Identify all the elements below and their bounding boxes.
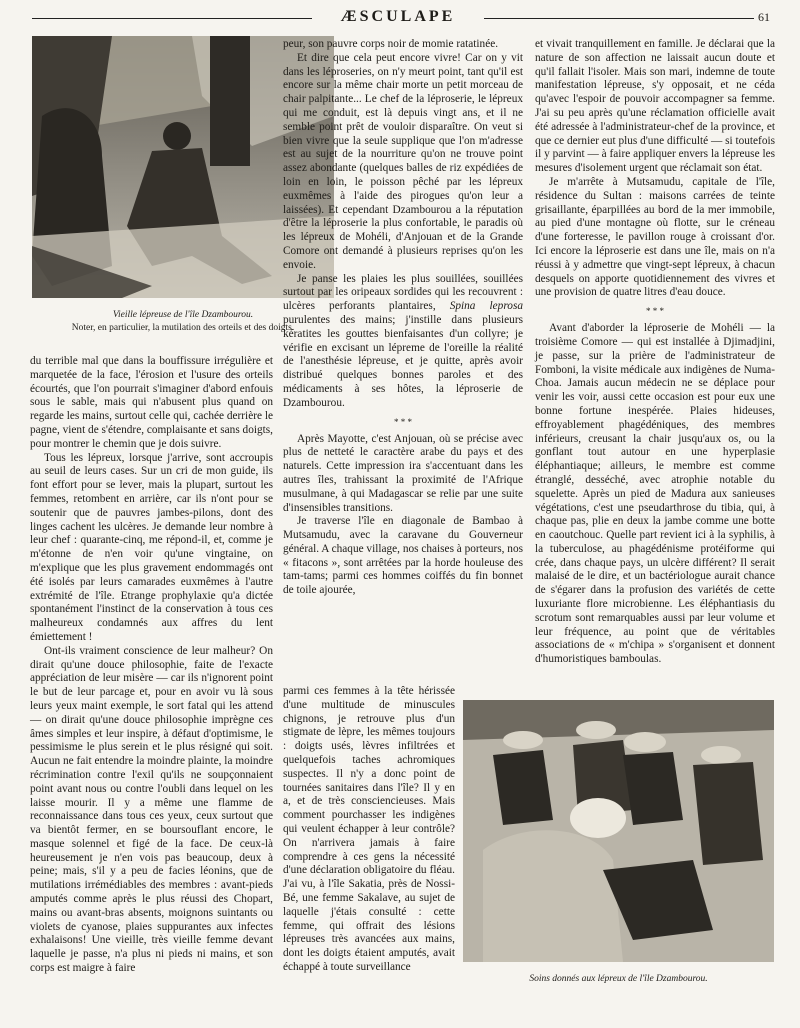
header-rule-left: [32, 18, 312, 19]
page-number: 61: [758, 10, 770, 24]
text-column-2-lower: [283, 685, 455, 975]
paragraph: Je panse les plaies les plus souillées, souillées surtout par les oripeaux sordides qui les recouvrent : ulcères perforants plantaires, Spina leprosa purulentes des mains; j'instille dans plusieurs kératites les gouttes bienfaisantes d'un collyre; je vérifie en excisant un lépreme de l'oreille la réalité de l'anesthésie lépreuse, et je quitte, après avoir distribué quelques bonnes paroles et des médicaments à ses hôtes, la léproserie de Dzambourou.: [283, 272, 523, 409]
paragraph: Avant d'aborder la léproserie de Mohéli — la troisième Comore — qui est installée à Djimadjini, je passe, sur la prière de l'administrateur de Fomboni, la visite médicale aux indigènes de Numa-Choa. Jamais aucun médecin ne se déplace pour venir les voir, aussi cette occasion est pour eux une bonne fortune inespérée. Plaies hideuses, effroyablement phagédéniques, des membres inférieurs, creusant la chair jusqu'aux os, ou la gonflant tout autour en une hyperplasie éléphantiaque; ailleurs, le membre est comme étranglé, desséché, avec atrophie notable du squelette. Après un pied de Madura aux sanieuses végétations, c'est une pseudarthrose du tibia, qui, à chaque pas, plie en deux la jambe comme une botte en caoutchouc. Quelle part revient ici à la syphilis, à la tuberculose, au phagédénisme protéiforme qui crée, dans chaque pays, un ulcère différent? Il serait malaisé de le dire, et un bactériologue aurait chance de s'égarer dans la profusion des variétés de cette luxuriante flore microbienne. Les éléphantiasis du scrotum sont remarquables aussi par leur volume et leur fréquence, au point que de véritables associations de « m'chipa » s'organisent et donnent d'humoristiques bamboulas.: [535, 322, 775, 666]
paragraph: peur, son pauvre corps noir de momie ratatinée.: [283, 38, 499, 50]
running-header: [0, 8, 800, 30]
text-column-1: [30, 355, 273, 976]
paragraph: du terrible mal que dans la bouffissure irrégulière et marquetée de la face, l'érosion et l'usure des orteils écourtés, que l'on pourrait s'imaginer d'abord enfouis sous le sable, mais qui n'abusent plus quand on regarde les mains, surtout celle qui, cachée derrière le pagne, vient de s'étendre, complaisante et sans doigts, pour montrer le chemin que je dois suivre.: [30, 355, 273, 450]
paragraph: Tous les lépreux, lorsque j'arrive, sont accroupis au seuil de leurs cases. Sur un cri de mon guide, ils font effort pour se lever, mais la plupart, surtout les femmes, retombent en arrière, car ils n'ont pour se soutenir que de pauvres jambes-pilons, dont des linges cachent les ulcères. Je demande leur nombre à leur chef : quarante-cinq, me répond-il, et, comme je m'étonne de n'en voir qu'une vingtaine, on m'explique que les plus gravement endommagés ont été isolés par leurs camarades euxmêmes à l'autre extrémité de l'île. Etrange prophylaxie qu'a dictée spontanément l'instinct de la conservation à tous ces malheureux condamnés aux affres du lent émiettement !: [30, 451, 273, 643]
paragraph: Après Mayotte, c'est Anjouan, où se précise avec plus de netteté le caractère arabe du pays et des naturels. Cette impression ira s'accentuant dans les autres îles, trahissant la proximité de l'Afrique musulmane, à qui Madagascar se relie par une suite d'insensibles transitions.: [283, 432, 523, 514]
paragraph: Et dire que cela peut encore vivre! Car on y vit dans les léproseries, on n'y meurt point, tant qu'il est encore sur la même chair morte un petit morceau de chair palpitante... Le chef de la léproserie, le lépreux qui me conduit, est là depuis vingt ans, et il ne semble point prêt de vouloir disparaître. On veut si bien vivre que la seule supplique que l'on m'adresse est au sujet de la nourriture qu'on ne trouve point assez abondante (quelques balles de riz expédiées de loin en loin, le poisson pêché par les lépreux euxmêmes à l'aide des pirogues qu'on leur a laissées). Et cependant Dzambourou a la réputation d'être la léproserie la plus confortable, le paradis où les lépreux de Mohéli, d'Anjouan et de la Grande Comore ont demandé à plusieurs reprises qu'on les envoie.: [283, 51, 523, 271]
latin-term: Spina leprosa: [449, 300, 523, 313]
caption-title: Vieille lépreuse de l'île Dzambourou.: [112, 310, 254, 320]
paragraph: Je traverse l'île en diagonale de Bambao à Mutsamudu, avec la caravane du Gouverneur général. A chaque village, nos chaises à porteurs, nos « fitacons », sont arrêtées par la horde houleuse des tam-tams; parmi ces hommes coiffés du fin bonnet de toile ajourée,: [283, 515, 523, 597]
caption-bottom: Soins donnés aux lépreux de l'île Dzambourou.: [529, 974, 708, 984]
paragraph: Je m'arrête à Mutsamudu, capitale de l'île, résidence du Sultan : maisons carrées de teinte grisaillante, éparpillées au bord de la mer immobile, au pied d'une montagne où flotte, sur le créneau d'une forteresse, le pavillon rouge à croissant d'or. Ici encore la léproserie est dans une île, mais on n'a réussi à y admettre que vingt-sept lépreux, à chacun desquels on apporte quotidiennement des vivres et une provision de quatre litres d'eau douce.: [535, 175, 775, 299]
paragraph: Ont-ils vraiment conscience de leur malheur? On dirait qu'une douce philosophie, faite de l'exacte appréciation de leur misère — car ils n'ignorent point le but de leur parcage et, pour en avoir vu là sous leurs yeux maint exemple, le sort fatal qui les attend — on dirait qu'une douce philosophie imprègne ces âmes simples et leur inspire, à défaut d'optimisme, le pessimisme le plus serein et le plus résigné qui soit. Aucun ne fait entendre la moindre plainte, la moindre récrimination contre l'exil qu'ils ne soupçonnaient point avant nous ou contre l'oubli dans lequel on les laisse mourir. Il y a même une flamme de reconnaissance dans tous ces yeux, ceux surtout que va bientôt fermer, en se boursouflant encore, le masque solennel et figé de la face. De ceux-là heureusement je n'en vois pas beaucoup, deux à peine; mais, s'il y a peu de facies léonins, que de mutilations irrémédiables des membres : avant-pieds amputés comme après le plus réussi des Chopart, mains ou avant-bras absents, moignons suintants ou violets de cyanose, plaies suppurantes aux infectes exhalaisons! Une vieille, très vieille femme devant laquelle je passe, n'a plus ni pieds ni mains, et son corps est maigre à faire: [30, 644, 273, 975]
paragraph: parmi ces femmes à la tête hérissée d'une multitude de minuscules chignons, je retrouve plus d'un stigmate de lèpre, les mêmes toujours : doigts usés, lèvres infiltrées et quelquefois taches achromiques suspectes. Il n'y a donc point de tournées sanitaires dans l'île? Il y en a, et de très consciencieuses. Mais comment pourchasser les indigènes qui veulent échapper à leur contrôle? On n'arrivera jamais à faire comprendre à ces gens la nécessité d'une déclaration obligatoire du fléau. J'ai vu, à l'île Sakatia, près de Nossi-Bé, une femme Sakalave, au sujet de laquelle j'étais consulté : cette femme, qui offrait des lésions lépreuses très avancées aux mains, dont les doigts étaient amputés, avait échappé à toute surveillance: [283, 685, 455, 973]
paragraph: et vivait tranquillement en famille. Je déclarai que la nature de son affection ne laissait aucun doute et qu'il fallait l'isoler. Mais son mari, indemne de toute manifestation lépreuse, s'y opposait, et ne céda qu'avec l'espoir de pouvoir accompagner sa femme. J'ai su peu après qu'une réclamation officielle avait été adressée à l'administrateur-chef de la province, et que ce dernier eut plus d'une difficulté — si toutefois il y parvint — à faire appliquer envers la lépreuse les mesures d'isolement urgent que réclamait son état.: [535, 38, 775, 175]
header-rule-right: [484, 18, 754, 19]
section-divider: * * *: [646, 306, 664, 317]
text-column-3: [535, 38, 775, 667]
section-divider: * * *: [394, 416, 412, 427]
photo-leper-treatment: [463, 700, 774, 962]
caption-note: Noter, en particulier, la mutilation des orteils et des doigts.: [71, 323, 295, 333]
text-column-2: [283, 38, 523, 598]
bottom-photo-caption: [463, 973, 774, 986]
journal-title: ÆSCULAPE: [340, 8, 456, 25]
